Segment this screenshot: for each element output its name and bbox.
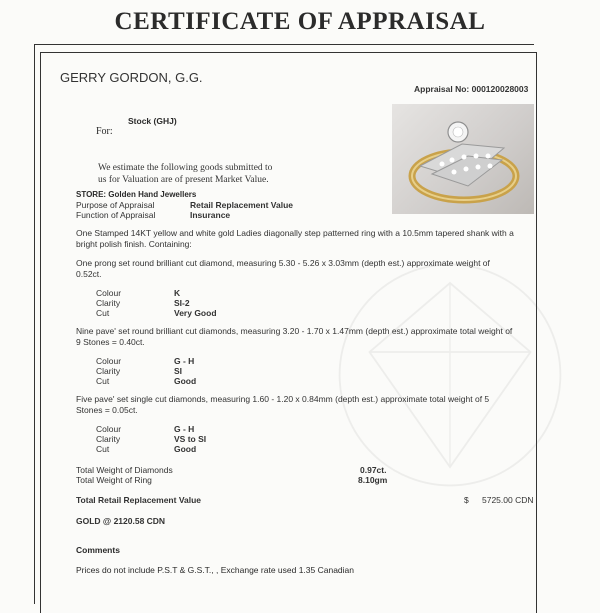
function-label: Function of Appraisal: [76, 210, 156, 220]
stone1-cut: Very Good: [174, 308, 217, 318]
store-name: STORE: Golden Hand Jewellers: [76, 190, 197, 199]
intro-text: [98, 162, 272, 186]
for-value: Stock (GHJ): [128, 116, 177, 126]
stone3-description: Five pave' set single cut diamonds, measuring 1.60 - 1.20 x 0.84mm (depth est.) approximate total weight of 5 Stones = 0.05ct.: [76, 394, 490, 415]
ring-photo: [392, 104, 534, 214]
stone3-clarity-label: Clarity: [96, 434, 121, 444]
ring-description: One Stamped 14KT yellow and white gold Ladies diagonally step patterned ring with a 10.5mm tapered shank with a bright polish finish. Containing:: [76, 228, 514, 249]
stone3-clarity: VS to SI: [174, 434, 207, 444]
stone2-cut: Good: [174, 376, 197, 386]
total-value: 5725.00 CDN: [482, 495, 534, 505]
stone1-cut-label: Cut: [96, 308, 110, 318]
stone3-colour: G - H: [174, 424, 195, 434]
purpose-value: Retail Replacement Value: [190, 200, 293, 210]
stone2-clarity: SI: [174, 366, 183, 376]
diamond-watermark-icon: [335, 260, 565, 490]
appraisal-number: Appraisal No: 000120028003: [414, 84, 529, 94]
stone1-colour: K: [174, 288, 181, 298]
total-diamonds-value: 0.97ct.: [360, 465, 387, 475]
ring-icon: [392, 104, 534, 214]
stone2-description: Nine pave' set round brilliant cut diamonds, measuring 3.20 - 1.70 x 1.47mm (depth est.) approximate total weight of 9 Stones = 0.40ct.: [76, 326, 513, 347]
purpose-label: Purpose of Appraisal: [76, 200, 155, 210]
stone2-colour-label: Colour: [96, 356, 122, 366]
stone2-cut-label: Cut: [96, 376, 110, 386]
outer-frame-left: [34, 44, 35, 604]
stone1-clarity-label: Clarity: [96, 298, 121, 308]
stone2-colour: G - H: [174, 356, 195, 366]
total-value-label: Total Retail Replacement Value: [76, 495, 202, 505]
certificate-title: CERTIFICATE OF APPRAISAL: [114, 8, 486, 35]
intro-line-1: We estimate the following goods submitted to: [98, 163, 273, 173]
stone1-colour-label: Colour: [96, 288, 122, 298]
stone2-clarity-label: Clarity: [96, 366, 121, 376]
stone3-colour-label: Colour: [96, 424, 122, 434]
total-ring-label: Total Weight of Ring: [76, 475, 152, 485]
appraiser-name: GERRY GORDON, G.G.: [60, 70, 203, 85]
for-label: For:: [96, 126, 113, 137]
stone1-description: One prong set round brilliant cut diamond, measuring 5.30 - 5.26 x 3.03mm (depth est.) approximate weight of 0.52ct.: [76, 258, 490, 279]
total-ring-value: 8.10gm: [358, 475, 388, 485]
top-rule: [34, 44, 534, 45]
total-diamonds-label: Total Weight of Diamonds: [76, 465, 173, 475]
comments-text: Prices do not include P.S.T & G.S.T., , Exchange rate used 1.35 Canadian: [76, 565, 354, 575]
currency-symbol: $: [464, 495, 469, 505]
gold-price: GOLD @ 2120.58 CDN: [76, 516, 166, 526]
stone3-cut-label: Cut: [96, 444, 110, 454]
stone3-cut: Good: [174, 444, 197, 454]
function-value: Insurance: [190, 210, 231, 220]
stone1-clarity: SI-2: [174, 298, 190, 308]
comments-heading: Comments: [76, 545, 120, 555]
intro-line-2: us for Valuation are of present Market Value.: [98, 175, 269, 185]
